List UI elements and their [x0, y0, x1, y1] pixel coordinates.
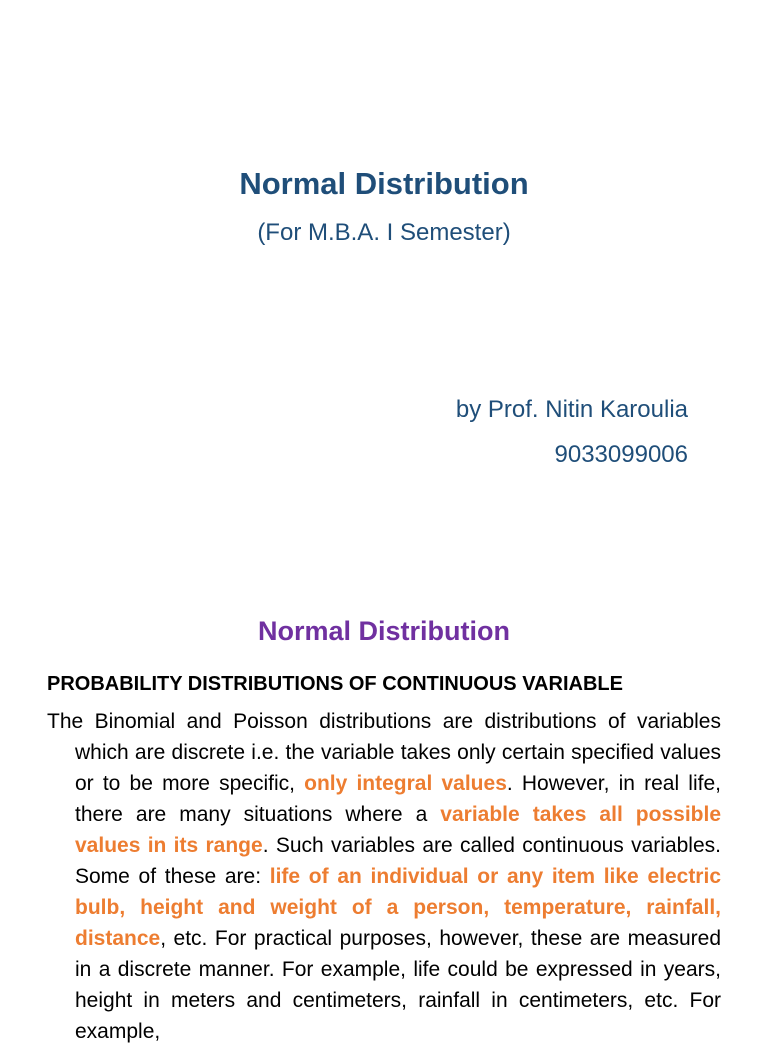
body-paragraph	[47, 706, 721, 1047]
highlight-examples: life of an individual or any item like electric bulb, height and weight of a person, temperature, rainfall, distance	[75, 865, 721, 950]
highlight-all-possible-values: variable takes all possible values in its range	[75, 803, 721, 857]
slide-title: Normal Distribution	[257, 616, 510, 646]
author-name: by Prof. Nitin Karoulia	[455, 396, 688, 423]
body-text-4: , etc. For practical purposes, however, these are measured in a discrete manner. For example, life could be expressed in years, height in meters and centimeters, rainfall in centimeters, etc. For example,	[75, 927, 721, 1043]
section-heading: PROBABILITY DISTRIBUTIONS OF CONTINUOUS VARIABLE	[47, 673, 623, 695]
presentation-title: Normal Distribution	[239, 166, 529, 201]
body-text-2: . However, in real life, there are many situations where a	[75, 772, 721, 826]
highlight-integral-values: only integral values	[304, 772, 507, 795]
body-text-3: . Such variables are called continuous variables. Some of these are:	[75, 834, 721, 888]
body-text-1: The Binomial and Poisson distributions are distributions of variables which are discrete i.e. the variable takes only certain specified values or to be more specific,	[47, 710, 721, 795]
presentation-subtitle: (For M.B.A. I Semester)	[257, 219, 511, 246]
author-phone: 9033099006	[554, 441, 688, 468]
content-slide	[0, 576, 768, 1043]
